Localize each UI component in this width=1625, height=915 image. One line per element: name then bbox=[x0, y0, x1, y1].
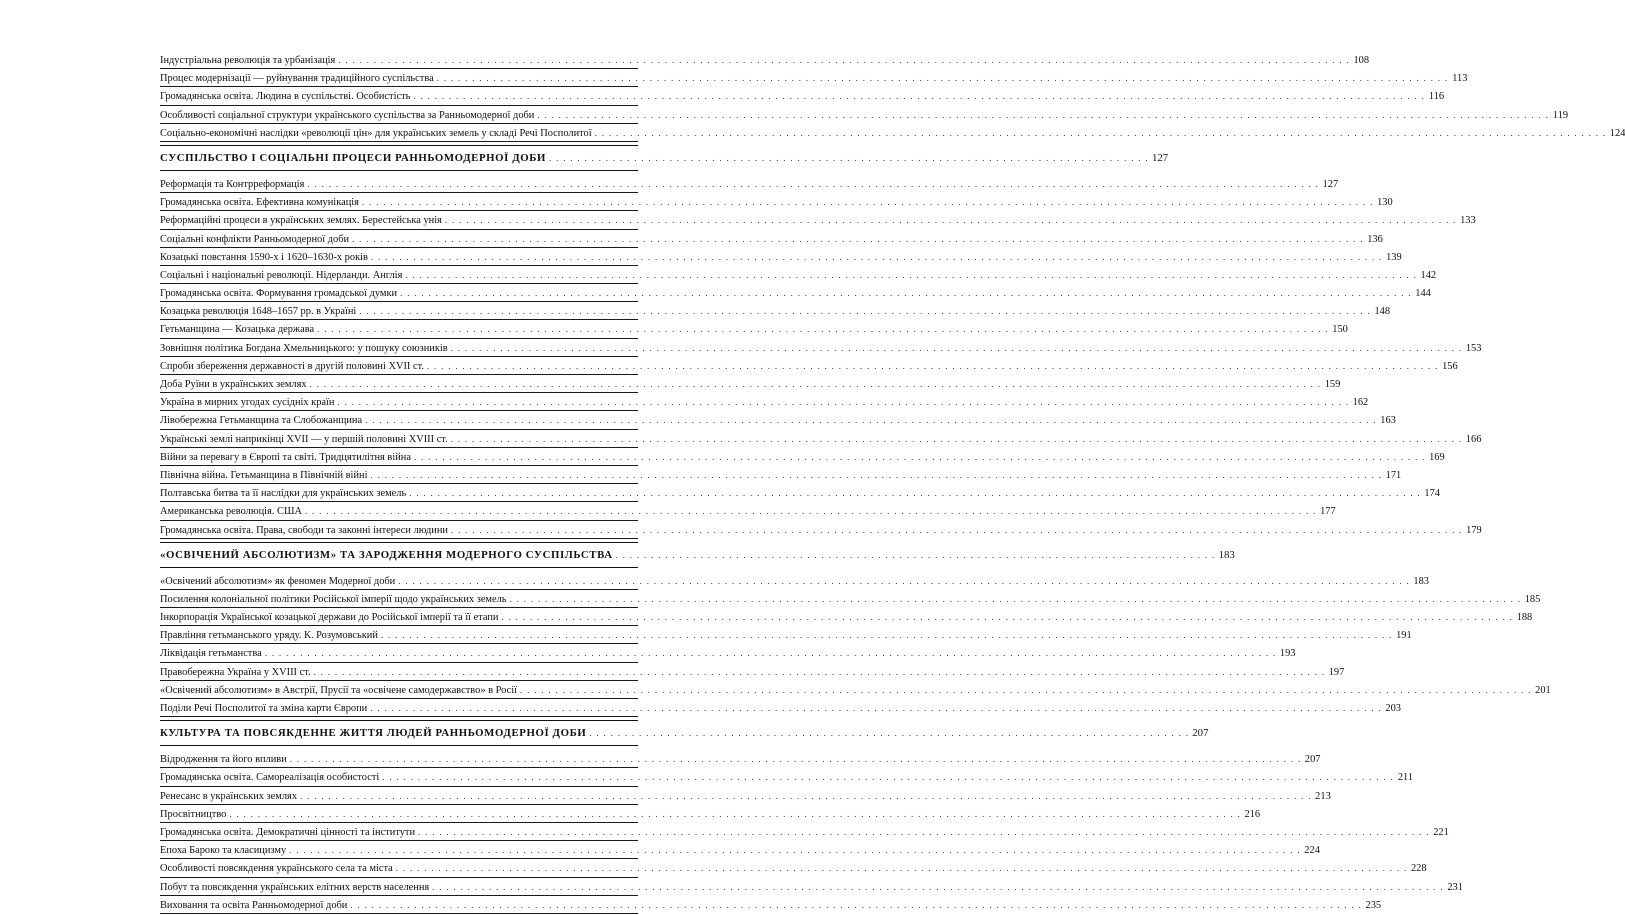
page-number: 224 bbox=[1304, 845, 1320, 857]
page-number: 163 bbox=[1380, 415, 1396, 427]
page-number: 148 bbox=[1374, 306, 1391, 318]
page-number: 207 bbox=[1304, 754, 1321, 766]
entry-title: Громадянська освіта. Самореалізація особистості bbox=[160, 772, 380, 784]
dot-leader bbox=[290, 750, 1302, 768]
page-number: 197 bbox=[1328, 666, 1345, 678]
entry-title: Правління гетьманського уряду. К. Розумовський bbox=[160, 630, 378, 642]
toc-entry bbox=[160, 787, 1331, 805]
dot-leader bbox=[549, 153, 1149, 163]
page-number: 191 bbox=[1396, 630, 1412, 642]
entry-title: Війни за перевагу в Європі та світі. Тридцятилітня війна bbox=[160, 451, 411, 463]
page-number: 171 bbox=[1385, 469, 1402, 481]
page-number: 166 bbox=[1465, 433, 1482, 445]
page-number: 133 bbox=[1460, 215, 1476, 227]
toc-entry bbox=[160, 768, 1414, 786]
toc-entry bbox=[160, 69, 1468, 87]
entry-title: Процес модернізації — руйнування традиційного суспільства bbox=[160, 73, 434, 85]
toc-entry bbox=[160, 859, 1427, 877]
dot-leader bbox=[370, 466, 1382, 484]
entry-title: Громадянська освіта. Формування громадської думки bbox=[160, 288, 398, 300]
entry-title: Соціально-економічні наслідки «революції цін» для українських земель у складі Речі Посполитої bbox=[160, 127, 592, 139]
dot-leader bbox=[405, 266, 1417, 284]
toc-entry bbox=[160, 230, 1383, 248]
toc-entry bbox=[160, 466, 1402, 484]
table-of-contents bbox=[160, 51, 1625, 914]
dot-leader bbox=[510, 590, 1522, 608]
page-number: 113 bbox=[1452, 73, 1468, 85]
page-number: 183 bbox=[1218, 548, 1235, 561]
dot-leader bbox=[414, 448, 1426, 466]
entry-title: Епоха Бароко та класицизму bbox=[160, 845, 287, 857]
toc-entry bbox=[160, 805, 1261, 823]
entry-title: Лівобережна Гетьманщина та Слобожанщина bbox=[160, 415, 363, 427]
page-number: 193 bbox=[1279, 648, 1296, 660]
dot-leader bbox=[398, 572, 1410, 590]
toc-entry bbox=[160, 878, 1463, 896]
dot-leader bbox=[445, 211, 1457, 229]
page-number: 213 bbox=[1315, 790, 1331, 802]
dot-leader bbox=[589, 728, 1189, 738]
entry-title: Козацькі повстання 1590-х і 1620–1630-х років bbox=[160, 251, 368, 263]
dot-leader bbox=[338, 393, 1350, 411]
dot-leader bbox=[400, 284, 1412, 302]
dot-leader bbox=[520, 681, 1532, 699]
dot-leader bbox=[451, 430, 1463, 448]
dot-leader bbox=[310, 375, 1322, 393]
page-number: 169 bbox=[1429, 451, 1445, 463]
page-number: 150 bbox=[1332, 324, 1348, 336]
dot-leader bbox=[616, 550, 1216, 560]
toc-entry bbox=[160, 175, 1339, 193]
toc-entry bbox=[160, 266, 1437, 284]
entry-title: Реформація та Контрреформація bbox=[160, 178, 305, 190]
dot-leader bbox=[265, 644, 1277, 662]
entry-title: Полтавська битва та її наслідки для українських земель bbox=[160, 488, 407, 500]
toc-entry bbox=[160, 357, 1458, 375]
entry-title: Доба Руїни в українських землях bbox=[160, 379, 307, 390]
toc-entry bbox=[160, 430, 1482, 448]
page-number: 216 bbox=[1244, 808, 1261, 820]
dot-leader bbox=[352, 230, 1364, 248]
toc-entry bbox=[160, 248, 1402, 266]
page-number: 119 bbox=[1552, 109, 1569, 121]
toc-entry bbox=[160, 644, 1296, 662]
page-number: 179 bbox=[1466, 524, 1482, 536]
entry-title: Посилення колоніальної політики Російської імперії щодо українських земель bbox=[160, 593, 507, 605]
entry-title: Північна війна. Гетьманщина в Північній війні bbox=[160, 469, 368, 481]
section-title: «ОСВІЧЕНИЙ АБСОЛЮТИЗМ» ТА ЗАРОДЖЕННЯ МОДЕРНОГО СУСПІЛЬСТВА bbox=[160, 548, 613, 561]
entry-title: Громадянська освіта. Демократичні цінності та інститути bbox=[160, 826, 416, 838]
entry-title: Українські землі наприкінці XVII — у першій половині XVIII ст. bbox=[160, 433, 448, 445]
entry-title: «Освічений абсолютизм» як феномен Модерної доби bbox=[160, 575, 396, 587]
entry-title: Спроби збереження державності в другій половині XVII ст. bbox=[160, 360, 424, 372]
page-number: 207 bbox=[1192, 727, 1209, 740]
page-number: 127 bbox=[1151, 151, 1169, 164]
page-number: 156 bbox=[1442, 360, 1458, 372]
entry-title: Особливості соціальної структури українського суспільства за Ранньомодерної доби bbox=[160, 109, 535, 121]
dot-leader bbox=[314, 663, 1326, 681]
toc-entry bbox=[160, 626, 1412, 644]
section-title: СУСПІЛЬСТВО І СОЦІАЛЬНІ ПРОЦЕСИ РАННЬОМОДЕРНОЇ ДОБИ bbox=[160, 151, 546, 164]
entry-title: Виховання та освіта Ранньомодерної доби bbox=[160, 899, 348, 911]
entry-title: Гетьманщина — Козацька держава bbox=[160, 324, 315, 336]
toc-entry bbox=[160, 320, 1348, 338]
entry-title: Реформаційні процеси в українських землях. Берестейська унія bbox=[160, 215, 442, 227]
toc-entry bbox=[160, 502, 1336, 520]
page-number: 221 bbox=[1433, 826, 1449, 838]
entry-title: Інкорпорація Української козацької держави до Російської імперії та її етапи bbox=[160, 612, 499, 624]
toc-section-heading bbox=[160, 542, 1235, 568]
page-number: 144 bbox=[1415, 288, 1431, 300]
toc-section-heading bbox=[160, 720, 1209, 746]
dot-leader bbox=[370, 699, 1382, 717]
toc-entry bbox=[160, 211, 1476, 229]
toc-entry bbox=[160, 841, 1320, 859]
page-number: 130 bbox=[1377, 197, 1393, 209]
dot-leader bbox=[427, 357, 1439, 375]
page-number: 136 bbox=[1367, 233, 1383, 245]
dot-leader bbox=[451, 521, 1463, 539]
dot-leader bbox=[396, 859, 1408, 877]
toc-entry bbox=[160, 106, 1569, 124]
toc-entry bbox=[160, 572, 1429, 590]
entry-title: Зовнішня політика Богдана Хмельницького: у пошуку союзників bbox=[160, 342, 448, 354]
toc-entry bbox=[160, 484, 1440, 502]
toc-entry bbox=[160, 124, 1625, 142]
entry-title: Соціальні і національні революції. Нідерланди. Англія bbox=[160, 269, 403, 281]
entry-title: Індустріальна революція та урбанізація bbox=[160, 55, 336, 66]
page-number: 203 bbox=[1385, 703, 1401, 714]
toc-entry bbox=[160, 699, 1401, 717]
dot-leader bbox=[300, 787, 1312, 805]
toc-entry bbox=[160, 51, 1370, 69]
entry-title: Побут та повсякдення українських елітних верств населення bbox=[160, 881, 430, 893]
dot-leader bbox=[418, 823, 1430, 841]
dot-leader bbox=[381, 626, 1393, 644]
dot-leader bbox=[305, 502, 1317, 520]
toc-entry bbox=[160, 750, 1321, 768]
toc-entry bbox=[160, 448, 1445, 466]
entry-title: Козацька революція 1648–1657 рр. в Україні bbox=[160, 306, 357, 318]
entry-title: Ліквідація гетьманства bbox=[160, 648, 262, 660]
page-number: 211 bbox=[1397, 772, 1414, 784]
dot-leader bbox=[350, 896, 1362, 914]
dot-leader bbox=[451, 339, 1463, 357]
entry-title: Особливості повсякдення українського села та міста bbox=[160, 863, 393, 875]
section-title: КУЛЬТУРА ТА ПОВСЯКДЕННЕ ЖИТТЯ ЛЮДЕЙ РАННЬОМОДЕРНОЇ ДОБИ bbox=[160, 727, 587, 740]
toc-entry bbox=[160, 896, 1382, 914]
toc-entry bbox=[160, 87, 1445, 105]
page-number: 116 bbox=[1428, 91, 1445, 103]
dot-leader bbox=[317, 320, 1329, 338]
entry-title: Відродження та його впливи bbox=[160, 754, 287, 766]
dot-leader bbox=[537, 106, 1549, 124]
page-number: 162 bbox=[1352, 397, 1369, 409]
page-number: 183 bbox=[1413, 575, 1429, 587]
dot-leader bbox=[359, 302, 1371, 320]
dot-leader bbox=[413, 87, 1425, 105]
page-number: 231 bbox=[1447, 881, 1463, 893]
toc-entry bbox=[160, 608, 1533, 626]
entry-title: Поділи Речі Посполитої та зміна карти Європи bbox=[160, 703, 368, 714]
page-number: 177 bbox=[1320, 506, 1336, 518]
toc-entry bbox=[160, 393, 1369, 411]
page-number: 139 bbox=[1386, 251, 1402, 263]
dot-leader bbox=[365, 411, 1377, 429]
page-number: 201 bbox=[1535, 684, 1551, 696]
dot-leader bbox=[338, 51, 1350, 69]
page-number: 108 bbox=[1353, 55, 1370, 66]
entry-title: «Освічений абсолютизм» в Австрії, Прусії та «освічене самодержавство» в Росії bbox=[160, 684, 517, 696]
dot-leader bbox=[409, 484, 1421, 502]
dot-leader bbox=[432, 878, 1444, 896]
entry-title: Соціальні конфлікти Ранньомодерної доби bbox=[160, 233, 350, 245]
toc-entry bbox=[160, 339, 1482, 357]
toc-entry bbox=[160, 521, 1482, 539]
page-number: 174 bbox=[1424, 488, 1440, 500]
page-number: 159 bbox=[1324, 379, 1341, 390]
page-number: 124 bbox=[1609, 127, 1625, 139]
entry-title: Громадянська освіта. Людина в суспільстві. Особистість bbox=[160, 91, 411, 103]
dot-leader bbox=[371, 248, 1383, 266]
toc-entry bbox=[160, 375, 1341, 393]
page-number: 188 bbox=[1516, 612, 1533, 624]
dot-leader bbox=[289, 841, 1301, 859]
dot-leader bbox=[595, 124, 1607, 142]
dot-leader bbox=[382, 768, 1394, 786]
entry-title: Просвітництво bbox=[160, 808, 227, 820]
dot-leader bbox=[362, 193, 1374, 211]
toc-entry bbox=[160, 284, 1431, 302]
page-number: 142 bbox=[1420, 269, 1437, 281]
dot-leader bbox=[307, 175, 1319, 193]
dot-leader bbox=[229, 805, 1241, 823]
page-number: 235 bbox=[1365, 899, 1382, 911]
entry-title: Ренесанс в українських землях bbox=[160, 790, 298, 802]
toc-entry bbox=[160, 411, 1396, 429]
entry-title: Громадянська освіта. Права, свободи та законні інтереси людини bbox=[160, 524, 448, 536]
toc-section-heading bbox=[160, 145, 1169, 171]
toc-entry bbox=[160, 590, 1541, 608]
toc-entry bbox=[160, 681, 1551, 699]
toc-entry bbox=[160, 302, 1391, 320]
dot-leader bbox=[437, 69, 1449, 87]
toc-entry bbox=[160, 823, 1449, 841]
dot-leader bbox=[501, 608, 1513, 626]
entry-title: Громадянська освіта. Ефективна комунікація bbox=[160, 197, 359, 209]
entry-title: Правобережна Україна у XVIII ст. bbox=[160, 666, 311, 678]
toc-entry bbox=[160, 193, 1393, 211]
page-number: 153 bbox=[1465, 342, 1482, 354]
entry-title: Україна в мирних угодах сусідніх країн bbox=[160, 397, 335, 409]
page-number: 228 bbox=[1410, 863, 1427, 875]
page-number: 127 bbox=[1322, 178, 1339, 190]
toc-entry bbox=[160, 663, 1345, 681]
entry-title: Американська революція. США bbox=[160, 506, 302, 518]
page-number: 185 bbox=[1524, 593, 1541, 605]
